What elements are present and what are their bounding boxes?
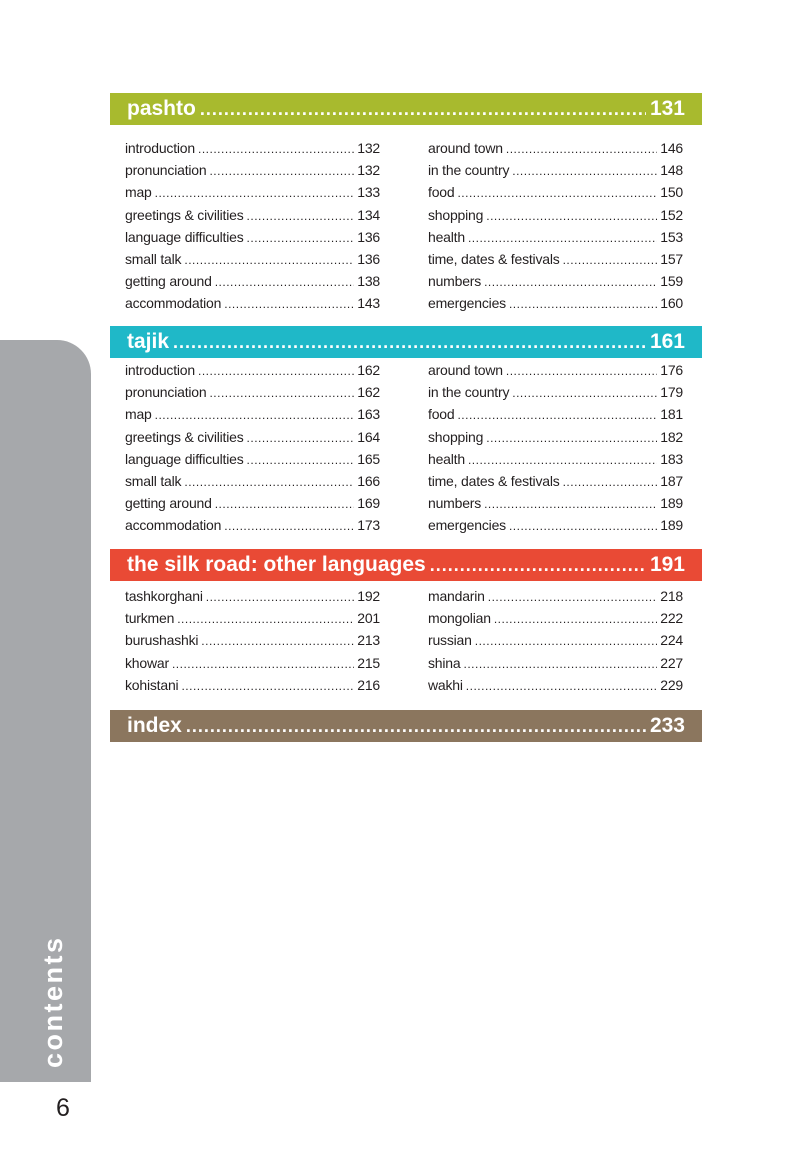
toc-column-left (125, 137, 380, 315)
toc-entry[interactable] (125, 248, 380, 270)
toc-entry[interactable] (125, 292, 380, 314)
entry-page: 182 (660, 428, 683, 445)
entry-page: 133 (357, 184, 380, 201)
entry-page: 163 (357, 406, 380, 423)
entry-page: 179 (660, 384, 683, 401)
toc-entry[interactable] (428, 403, 683, 425)
toc-column-right (428, 137, 683, 315)
dot-leader (506, 138, 657, 160)
toc-entry[interactable] (125, 181, 380, 203)
section-page: 191 (649, 553, 685, 576)
toc-entry[interactable] (125, 403, 380, 425)
entry-page: 160 (660, 295, 683, 312)
entry-label: in the country (428, 384, 510, 401)
entry-label: accommodation (125, 517, 222, 534)
entry-page: 192 (357, 588, 380, 604)
dot-leader (563, 249, 658, 271)
dot-leader (209, 382, 354, 404)
entry-page: 187 (660, 472, 683, 489)
dot-leader (457, 404, 657, 426)
entry-label: map (125, 184, 152, 201)
entry-label: introduction (125, 362, 195, 378)
entry-label: map (125, 406, 152, 423)
entry-page: 148 (660, 162, 683, 179)
toc-entries-tajik (125, 359, 683, 537)
toc-entry[interactable] (428, 248, 683, 270)
entry-label: shopping (428, 428, 484, 445)
dot-leader (247, 449, 355, 471)
toc-entry[interactable] (428, 426, 683, 448)
entry-label: pronunciation (125, 384, 207, 401)
toc-entry[interactable] (428, 470, 683, 492)
entry-label: food (428, 184, 455, 201)
dot-leader (494, 608, 657, 630)
section-title: pashto (127, 97, 196, 120)
page-number: 6 (56, 1094, 70, 1122)
dot-leader (484, 493, 657, 515)
dot-leader (155, 182, 355, 204)
dot-leader (186, 717, 646, 735)
toc-entry[interactable] (428, 514, 683, 536)
toc-entry[interactable] (125, 137, 380, 159)
dot-leader (198, 360, 354, 382)
toc-entry[interactable] (428, 448, 683, 470)
dot-leader (155, 404, 355, 426)
entry-label: numbers (428, 495, 482, 512)
entry-page: 189 (660, 495, 683, 512)
toc-column-left (125, 359, 380, 537)
dot-leader (512, 382, 657, 404)
toc-column-right (428, 585, 683, 696)
dot-leader (466, 675, 657, 697)
entry-page: 173 (357, 517, 380, 534)
toc-entry[interactable] (428, 204, 683, 226)
entry-page: 162 (357, 384, 380, 401)
entry-label: burushashki (125, 632, 199, 649)
entry-label: wakhi (428, 676, 463, 693)
toc-entry[interactable] (125, 492, 380, 514)
dot-leader (200, 100, 646, 118)
section-page: 131 (649, 97, 685, 120)
entry-page: 224 (660, 632, 683, 649)
toc-entry[interactable] (428, 652, 683, 674)
entry-page: 153 (660, 228, 683, 245)
section-header-silk-road[interactable] (110, 549, 702, 581)
entry-page: 146 (660, 140, 683, 156)
entry-label: emergencies (428, 295, 506, 312)
toc-entry[interactable] (125, 204, 380, 226)
entry-page: 176 (660, 362, 683, 378)
section-tab-label: contents (38, 935, 68, 1068)
section-title: tajik (127, 330, 170, 353)
entry-page: 159 (660, 273, 683, 290)
toc-entry[interactable] (428, 226, 683, 248)
dot-leader (247, 205, 355, 227)
toc-entries-pashto (125, 137, 683, 315)
dot-leader (475, 630, 658, 652)
toc-entry[interactable] (428, 292, 683, 314)
entry-label: accommodation (125, 295, 222, 312)
toc-entry[interactable] (125, 226, 380, 248)
toc-entry[interactable] (125, 359, 380, 381)
entry-label: getting around (125, 495, 212, 512)
entry-label: mandarin (428, 588, 485, 604)
dot-leader (181, 675, 354, 697)
toc-column-left (125, 585, 380, 696)
entry-page: 215 (357, 654, 380, 671)
entry-page: 213 (357, 632, 380, 649)
dot-leader (173, 333, 646, 351)
section-page: 161 (649, 330, 685, 353)
dot-leader (209, 160, 354, 182)
toc-entry[interactable] (125, 448, 380, 470)
entry-label: greetings & civilities (125, 428, 244, 445)
dot-leader (468, 227, 657, 249)
entry-page: 227 (660, 654, 683, 671)
entry-page: 136 (357, 250, 380, 267)
section-title: index (127, 714, 182, 737)
entry-page: 132 (357, 162, 380, 179)
dot-leader (201, 630, 354, 652)
dot-leader (184, 249, 354, 271)
section-header-tajik[interactable] (110, 326, 702, 358)
dot-leader (184, 471, 354, 493)
entry-page: 222 (660, 610, 683, 627)
entry-page: 229 (660, 676, 683, 693)
entry-label: small talk (125, 250, 182, 267)
entry-label: around town (428, 362, 503, 378)
toc-entry[interactable] (428, 674, 683, 696)
toc-entry[interactable] (428, 381, 683, 403)
entry-label: russian (428, 632, 472, 649)
dot-leader (509, 515, 657, 537)
entry-label: food (428, 406, 455, 423)
dot-leader (224, 515, 354, 537)
entry-label: time, dates & festivals (428, 250, 560, 267)
entry-page: 132 (357, 140, 380, 156)
entry-label: language difficulties (125, 450, 244, 467)
dot-leader (484, 271, 657, 293)
dot-leader (215, 271, 355, 293)
toc-entry[interactable] (125, 514, 380, 536)
entry-label: language difficulties (125, 228, 244, 245)
dot-leader (486, 205, 657, 227)
toc-entry[interactable] (125, 470, 380, 492)
toc-entry[interactable] (428, 181, 683, 203)
toc-entry[interactable] (125, 381, 380, 403)
entry-label: shina (428, 654, 461, 671)
dot-leader (172, 653, 354, 675)
dot-leader (486, 427, 657, 449)
entry-label: around town (428, 140, 503, 156)
entry-page: 183 (660, 450, 683, 467)
entry-page: 138 (357, 273, 380, 290)
toc-entry[interactable] (428, 270, 683, 292)
entry-label: small talk (125, 472, 182, 489)
dot-leader (206, 586, 354, 608)
dot-leader (563, 471, 658, 493)
dot-leader (198, 138, 354, 160)
entry-page: 181 (660, 406, 683, 423)
entry-page: 189 (660, 517, 683, 534)
toc-entry[interactable] (428, 629, 683, 651)
dot-leader (430, 556, 646, 574)
entry-page: 162 (357, 362, 380, 378)
dot-leader (247, 227, 355, 249)
toc-entry[interactable] (125, 652, 380, 674)
toc-entry[interactable] (125, 159, 380, 181)
toc-entry[interactable] (125, 674, 380, 696)
toc-entry[interactable] (125, 426, 380, 448)
toc-entries-silk-road (125, 585, 683, 696)
dot-leader (177, 608, 354, 630)
entry-page: 152 (660, 206, 683, 223)
entry-label: greetings & civilities (125, 206, 244, 223)
entry-page: 218 (660, 588, 683, 604)
dot-leader (463, 653, 657, 675)
dot-leader (247, 427, 355, 449)
entry-page: 201 (357, 610, 380, 627)
entry-page: 216 (357, 676, 380, 693)
entry-page: 169 (357, 495, 380, 512)
dot-leader (506, 360, 657, 382)
dot-leader (215, 493, 355, 515)
entry-page: 164 (357, 428, 380, 445)
toc-entry[interactable] (428, 137, 683, 159)
entry-page: 166 (357, 472, 380, 489)
entry-label: tashkorghani (125, 588, 203, 604)
entry-label: getting around (125, 273, 212, 290)
entry-label: introduction (125, 140, 195, 156)
toc-entry[interactable] (125, 585, 380, 607)
entry-label: numbers (428, 273, 482, 290)
entry-label: in the country (428, 162, 510, 179)
dot-leader (224, 293, 354, 315)
dot-leader (468, 449, 657, 471)
toc-entry[interactable] (428, 492, 683, 514)
entry-page: 150 (660, 184, 683, 201)
dot-leader (457, 182, 657, 204)
section-page: 233 (649, 714, 685, 737)
entry-page: 165 (357, 450, 380, 467)
section-header-pashto[interactable] (110, 93, 702, 125)
entry-label: shopping (428, 206, 484, 223)
section-header-index[interactable] (110, 710, 702, 742)
entry-label: health (428, 450, 465, 467)
toc-entry[interactable] (125, 270, 380, 292)
section-title: the silk road: other languages (127, 553, 426, 576)
toc-entry[interactable] (428, 607, 683, 629)
entry-page: 157 (660, 250, 683, 267)
toc-entry[interactable] (428, 585, 683, 607)
entry-label: turkmen (125, 610, 175, 627)
entry-label: kohistani (125, 676, 179, 693)
dot-leader (512, 160, 657, 182)
entry-label: health (428, 228, 465, 245)
entry-page: 143 (357, 295, 380, 312)
toc-entry[interactable] (125, 629, 380, 651)
entry-label: emergencies (428, 517, 506, 534)
entry-label: mongolian (428, 610, 491, 627)
entry-page: 136 (357, 228, 380, 245)
toc-entry[interactable] (428, 359, 683, 381)
dot-leader (488, 586, 657, 608)
entry-page: 134 (357, 206, 380, 223)
dot-leader (509, 293, 657, 315)
entry-label: time, dates & festivals (428, 472, 560, 489)
toc-entry[interactable] (125, 607, 380, 629)
toc-entry[interactable] (428, 159, 683, 181)
toc-column-right (428, 359, 683, 537)
entry-label: pronunciation (125, 162, 207, 179)
entry-label: khowar (125, 654, 169, 671)
